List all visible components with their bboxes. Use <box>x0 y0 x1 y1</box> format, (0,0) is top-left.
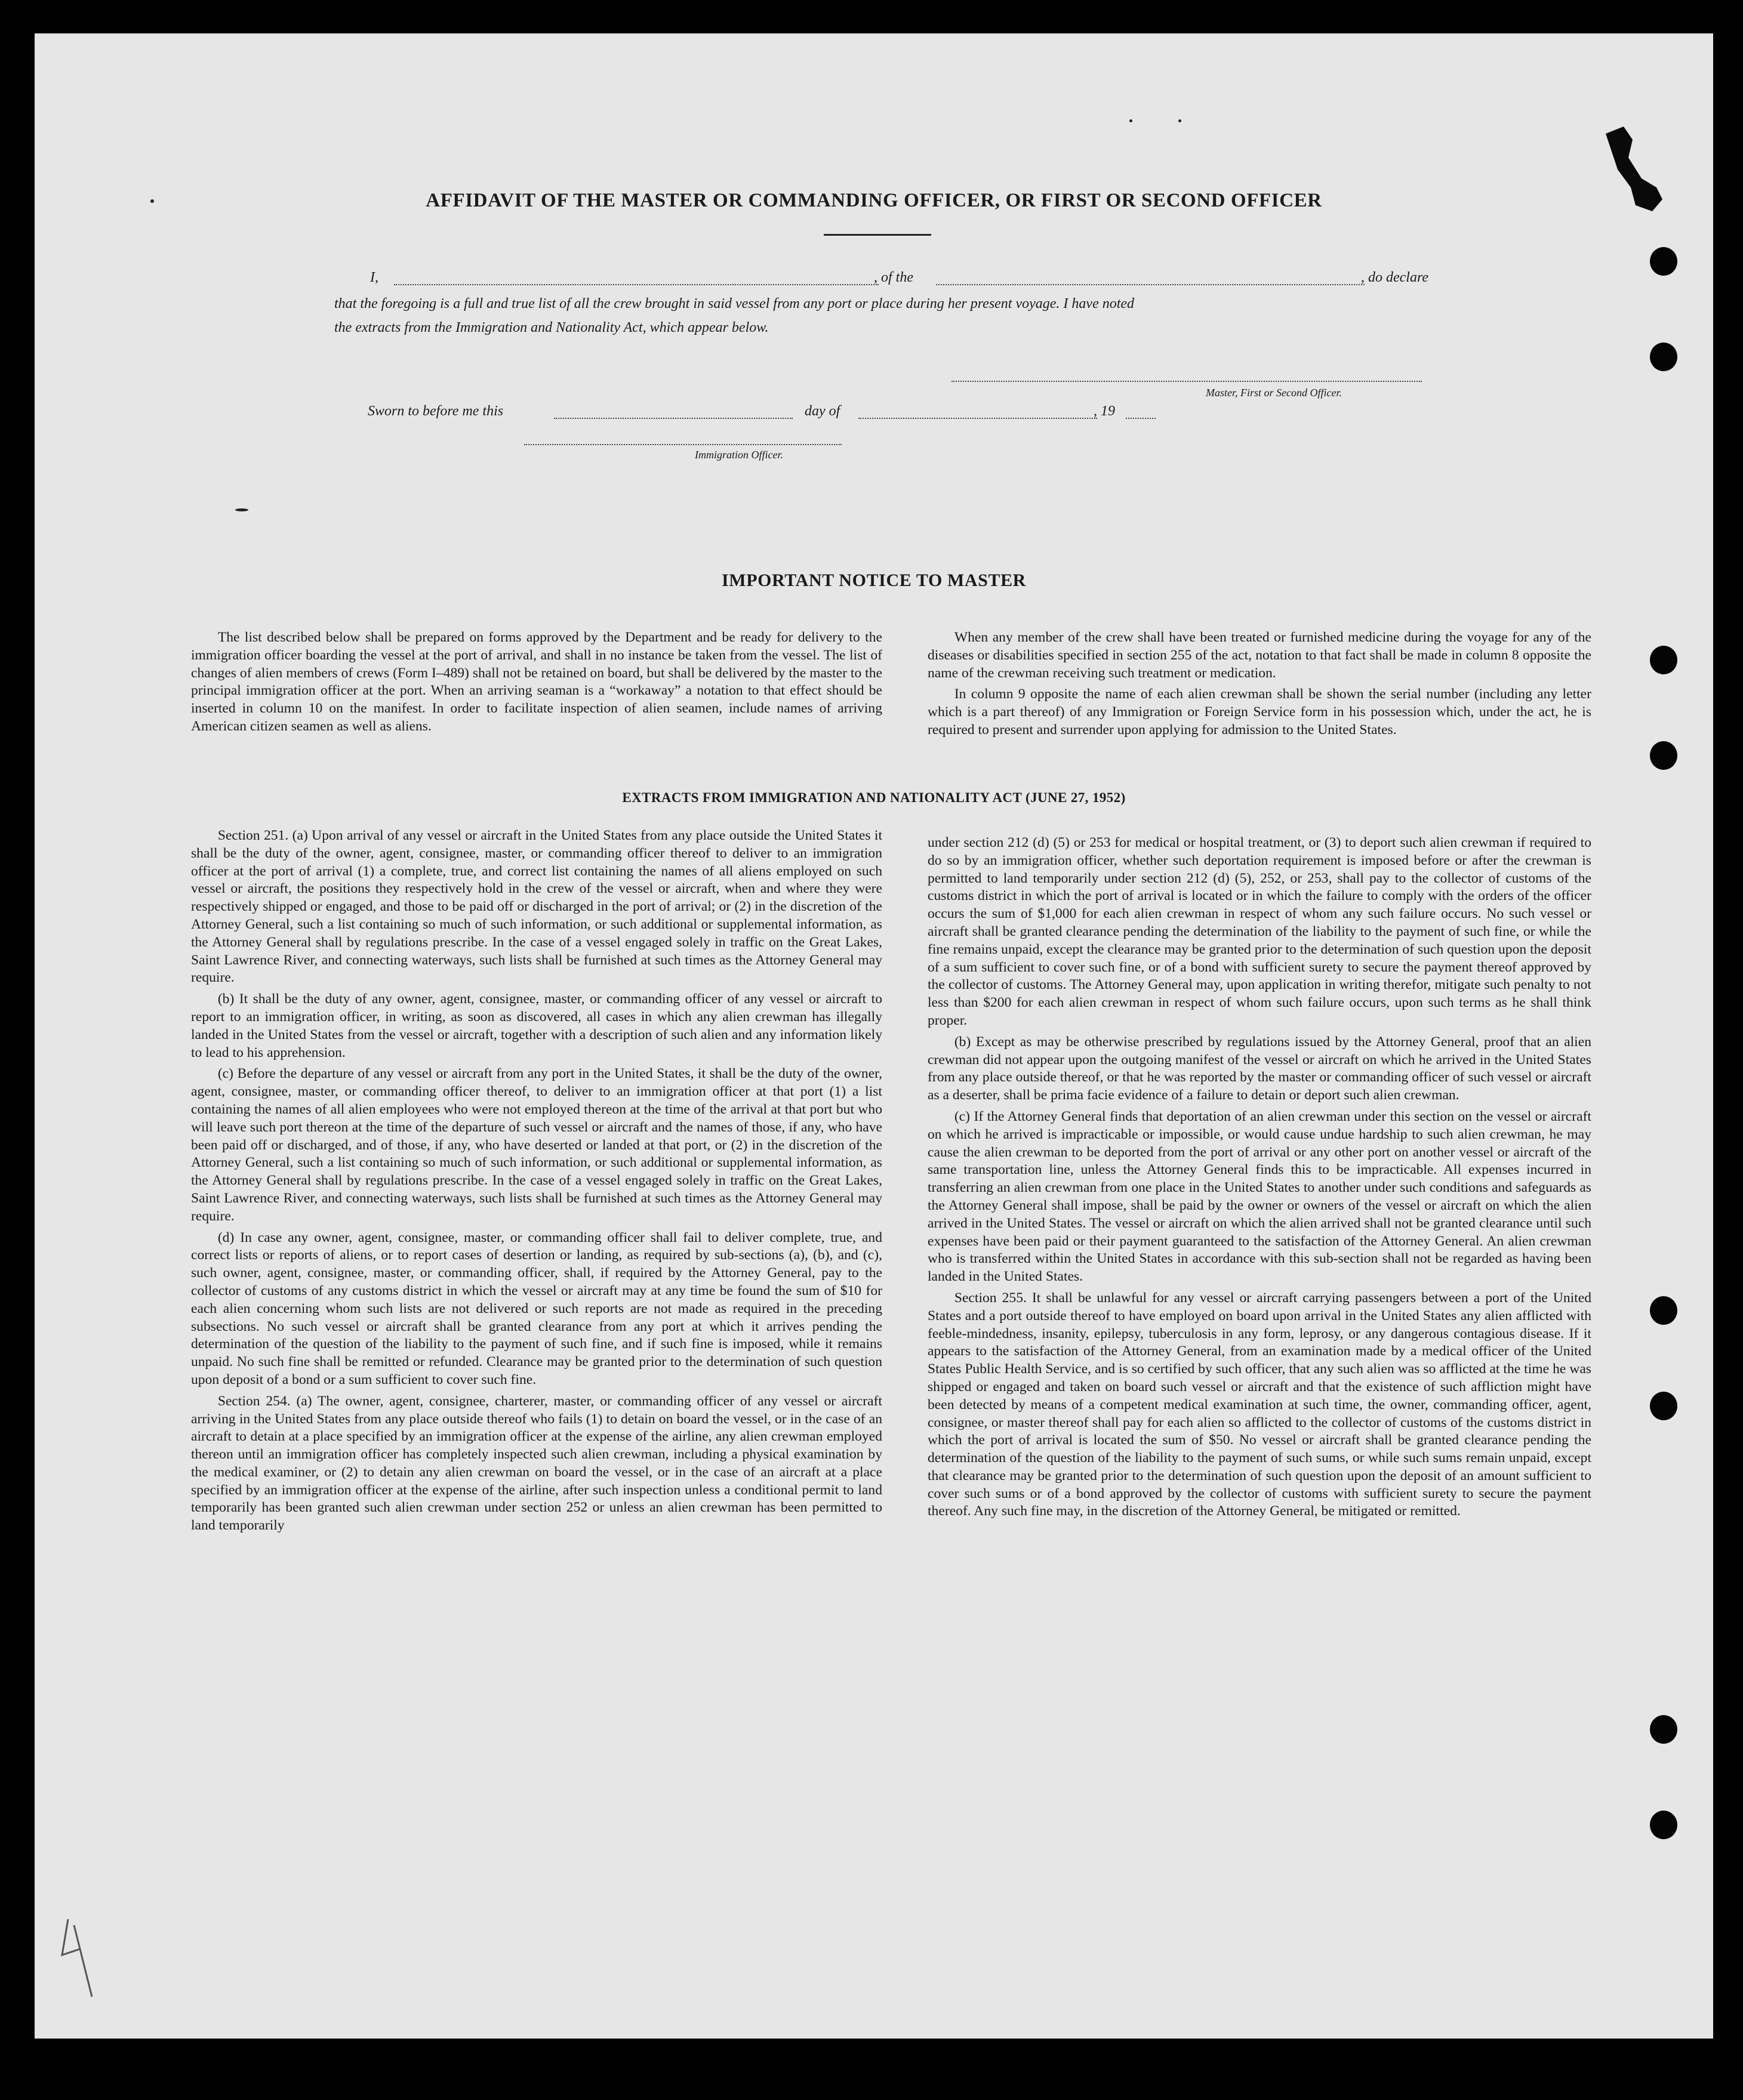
extracts-left-column <box>191 827 882 1538</box>
punch-hole <box>1650 1715 1677 1744</box>
punch-hole <box>1650 646 1677 674</box>
master-signature-field[interactable] <box>951 381 1422 382</box>
sworn-day-label: day of <box>805 403 840 419</box>
statute-paragraph: (b) Except as may be otherwise prescribed by regulations issued by the Attorney General, proof that an alien crewman did not appear upon the outgoing manifest of the vessel or aircraft on which he arrived in the United States from any place outside thereof, or that he was reported by the master or commanding officer of such vessel or aircraft as a deserter, shall be prima facie evidence of a failure to detain or deport such alien crewman. <box>928 1034 1591 1103</box>
notice-paragraph: The list described below shall be prepared on forms approved by the Department and be ready for delivery to the immigration officer boarding the vessel at the port of arrival, and shall in no instance be taken from the vessel. The list of changes of alien members of crews (Form I–489) shall not be retained on board, but shall be delivered by the master to the principal immigration officer at the port. When an arriving seaman is a “workaway” a notation to that effect should be inserted in column 10 on the manifest. In order to facilitate inspection of alien seamen, include names of arriving American citizen seamen as well as aliens. <box>191 630 882 734</box>
punch-hole <box>1650 247 1677 276</box>
vessel-name-field[interactable] <box>936 284 1365 285</box>
notice-left-column <box>191 629 882 739</box>
immigration-officer-caption: Immigration Officer. <box>695 449 783 461</box>
punch-hole <box>1650 1392 1677 1420</box>
affidavit-statement-line: that the foregoing is a full and true list of all the crew brought in said vessel from any port or place during her present voyage. I have noted <box>334 296 1135 312</box>
extracts-title: EXTRACTS FROM IMMIGRATION AND NATIONALITY ACT (JUNE 27, 1952) <box>622 790 1126 805</box>
sworn-year-label: , 19 <box>1094 403 1115 419</box>
affidavit-title: AFFIDAVIT OF THE MASTER OR COMMANDING OFFICER, OR FIRST OR SECOND OFFICER <box>426 190 1322 211</box>
scan-speck <box>1178 119 1181 122</box>
statute-paragraph: (c) If the Attorney General finds that deportation of an alien crewman under this section on the vessel or aircraft on which he arrived is impracticable or impossible, or would cause undue hardship to such alien crewman, he may cause the alien crewman to be deported from the port of arrival or any other port on another vessel or aircraft of the same transportation line, unless the Attorney General finds this to be impracticable. All expenses incurred in transferring an alien crewman from one place in the United States to another under such conditions and safeguards as the Attorney General shall impose, shall be paid by the owner or owners of the vessel or aircraft on which the alien arrived in the United States. The vessel or aircraft on which the alien arrived shall not be granted clearance until such expenses have been paid or their payment guaranteed to the satisfaction of the Attorney General. An alien crewman who is transferred within the United States in accordance with this sub-section shall not be regarded as having been landed in the United States. <box>928 1108 1591 1285</box>
notice-paragraph: In column 9 opposite the name of each alien crewman shall be shown the serial number (including any letter which is a part thereof) of any Immigration or Foreign Service form in his possession which, under the act, he is required to present and surrender upon applying for admission to the United States. <box>928 686 1591 738</box>
vessel-prefix: , of the <box>874 270 913 285</box>
punch-hole <box>1650 741 1677 770</box>
notice-paragraph: When any member of the crew shall have been treated or furnished medicine during the voyage for any of the diseases or disabilities specified in section 255 of the act, notation to that fact shall be made in column 8 opposite the name of the crewman receiving such treatment or medication. <box>928 630 1591 681</box>
handwritten-mark-icon <box>56 1913 110 2003</box>
scan-speck <box>235 508 248 511</box>
sworn-prefix: Sworn to before me this <box>368 403 504 419</box>
statute-paragraph: Section 251. (a) Upon arrival of any vessel or aircraft in the United States from any place outside the United States it shall be the duty of the owner, agent, consignee, master, or commanding officer thereof to deliver to an immigration officer at the port of arrival (1) a complete, true, and correct list containing the names of all aliens employed on such vessel or aircraft, the positions they respectively hold in the crew of the vessel or aircraft, when and where they were respectively shipped or engaged, and those to be paid off or discharged in the port of arrival; or (2) in the discretion of the Attorney General, such a list containing so much of such information, or such additional or supplemental information, as the Attorney General shall by regulations prescribe. In the case of a vessel engaged solely in traffic on the Great Lakes, Saint Lawrence River, and connecting waterways, such lists shall be furnished at such times as the Attorney General may require. <box>191 828 882 986</box>
title-divider <box>824 234 931 236</box>
statute-paragraph: Section 255. It shall be unlawful for any vessel or aircraft carrying passengers between a port of the United States and a port outside thereof to have employed on board upon arrival in the United States any alien afflicted with feeble-mindedness, insanity, epilepsy, tuberculosis in any form, leprosy, or any dangerous contagious disease. If it appears to the satisfaction of the Attorney General, from an examination made by a medical officer of the United States Public Health Service, and is so certified by such officer, that any such alien was so afflicted at the time he was shipped or engaged and taken on board such vessel or aircraft and that the existence of such affliction might have been detected by means of a competent medical examination at such time, the owner, commanding officer, agent, consignee, or master thereof shall pay for each alien so afflicted to the collector of customs of the customs district in which the port of arrival is located the sum of $50. No vessel or aircraft shall be granted clearance pending the determination of the question of the liability to the payment of such sums, or while such sums remain unpaid, except that clearance may be granted prior to the determination of such question upon the deposit of an amount sufficient to cover such sums or of a bond approved by the collector of customs with sufficient surety to secure the payment thereof. Any such fine may, in the discretion of the Attorney General, be mitigated or remitted. <box>928 1290 1591 1519</box>
declare-suffix: , do declare <box>1361 270 1429 285</box>
statute-paragraph: (b) It shall be the duty of any owner, agent, consignee, master, or commanding officer of any vessel or aircraft to report to an immigration officer, in writing, as soon as discovered, all cases in which any alien crewman has illegally landed in the United States from the vessel or aircraft, together with a description of such alien and any information likely to lead to his apprehension. <box>191 991 882 1060</box>
punch-hole <box>1650 1811 1677 1839</box>
statute-paragraph: under section 212 (d) (5) or 253 for medical or hospital treatment, or (3) to deport such alien crewman if required to do so by an immigration officer, whether such deportation requirement is imposed before or after the crewman is permitted to land temporarily under section 212 (d) (5), 252, or 253, shall pay to the collector of customs of the customs district in which the port of arrival is located or in which the failure to comply with the orders of the officer occurs the sum of $1,000 for each alien crewman in respect of whom any such failure occurs. No such vessel or aircraft shall be granted clearance pending the determination of the liability to the payment of such fine, or while the fine remains unpaid, except the clearance may be granted prior to the determination of such question upon the deposit of a sum sufficient to cover such fine, or of a bond with sufficient surety to secure the payment thereof approved by the collector of customs. The Attorney General may, upon application in writing therefor, mitigate such penalty to not less than $200 for each alien crewman in respect of whom such failure occurs, upon such terms as he shall think proper. <box>928 835 1591 1028</box>
immigration-officer-signature-field[interactable] <box>524 444 842 445</box>
scan-speck <box>1129 119 1132 122</box>
statute-paragraph: (c) Before the departure of any vessel or aircraft from any port in the United States, it shall be the duty of the owner, agent, consignee, master, or commanding officer thereof, to deliver to an immigration officer at that port (1) a list containing the names of all alien employees who were not employed thereon at the time of the arrival at that port but who will leave such port thereon at the time of the departure of such vessel or aircraft and the names of those, if any, who have been paid off or discharged, and of those, if any, who have deserted or landed at that port, or (2) in the discretion of the Attorney General, such a list containing so much of such information, or such additional or supplemental information, as the Attorney General shall by regulations prescribe. In the case of a vessel engaged solely in traffic on the Great Lakes, Saint Lawrence River, and connecting waterways, such lists shall be furnished at such times as the Attorney General may require. <box>191 1066 882 1224</box>
statute-paragraph: (d) In case any owner, agent, consignee, master, or commanding officer shall fail to deliver complete, true, and correct lists or reports of aliens, or to report cases of desertion or landing, as required by sub-sections (a), (b), and (c), such owner, agent, consignee, master, or commanding officer, shall, if required by the Attorney General, pay to the collector of customs of any customs district in which the vessel or aircraft may at any time be found the sum of $10 for each alien concerning whom such lists are not delivered or such reports are not made as required in the preceding subsections. No such vessel or aircraft shall be granted clearance from any port at which it arrives pending the determination of the question of the liability to the payment of such fine, and if such fine is imposed, while it remains unpaid. No such fine shall be remitted or refunded. Clearance may be granted prior to the determination of such question upon deposit of a bond or a sum sufficient to cover such fine. <box>191 1229 882 1387</box>
notice-right-column <box>928 629 1591 743</box>
affidavit-statement-line: the extracts from the Immigration and Nationality Act, which appear below. <box>334 320 769 335</box>
punch-hole <box>1650 1296 1677 1325</box>
sworn-year-field[interactable] <box>1126 418 1156 419</box>
document-sheet <box>35 33 1713 2039</box>
notice-title: IMPORTANT NOTICE TO MASTER <box>722 571 1026 590</box>
statute-paragraph: Section 254. (a) The owner, agent, consignee, charterer, master, or commanding officer of any vessel or aircraft arriving in the United States from any place outside thereof who fails (1) to detain on board the vessel, or in the case of an aircraft to detain at a place specified by an immigration officer at the expense of the airline, any alien crewman employed thereon until an immigration officer has completely inspected such alien crewman, including a physical examination by the medical examiner, or (2) to detain any alien crewman on board the vessel, or in the case of an aircraft at a place specified by an immigration officer at the expense of the airline, after such inspection unless a conditional permit to land temporarily has been granted such alien crewman under section 252 or unless an alien crewman has been permitted to land temporarily <box>191 1393 882 1534</box>
declarant-name-field[interactable] <box>394 284 879 285</box>
declarant-prefix: I, <box>370 270 378 285</box>
punch-hole <box>1650 343 1677 371</box>
extracts-right-column <box>928 834 1591 1524</box>
master-signature-caption: Master, First or Second Officer. <box>1206 387 1342 399</box>
sworn-month-field[interactable] <box>858 418 1097 419</box>
sworn-date-field[interactable] <box>554 418 793 419</box>
